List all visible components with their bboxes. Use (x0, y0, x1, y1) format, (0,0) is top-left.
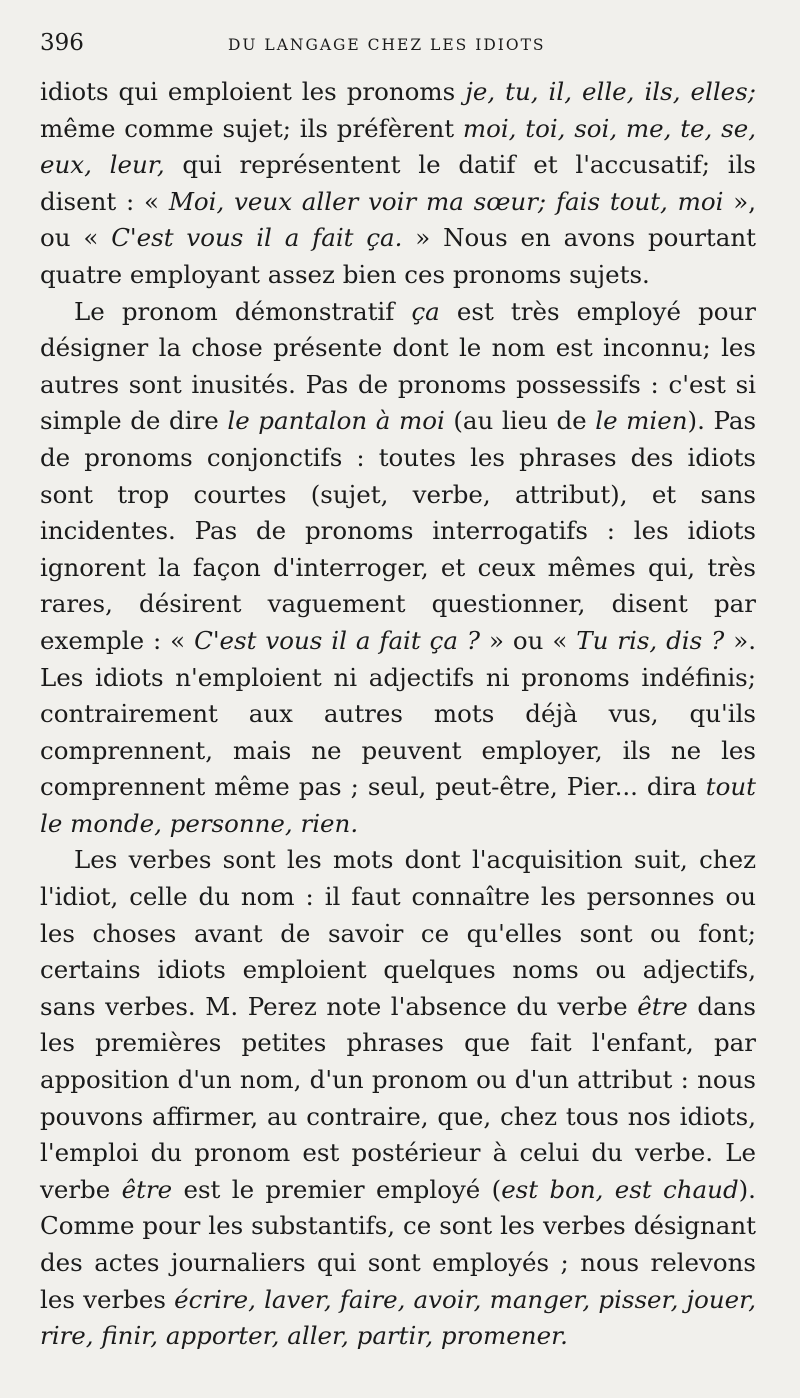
italic-run: C'est vous il a fait ça ? (194, 625, 481, 655)
text-run: Les verbes sont les mots dont l'acquisition suit, chez l'idiot, celle du nom : il faut connaître les personnes ou les choses avant de savoir ce qu'elles sont ou font; certains idiots emploient quelques noms ou adjectifs, sans verbes. M. Perez note l'absence du verbe (40, 845, 756, 1021)
italic-run: écrire, laver, faire, avoir, manger, pisser, jouer, rire, finir, apporter, aller, partir, promener. (40, 1284, 756, 1351)
text-run: (au lieu de (444, 406, 596, 436)
italic-run: le pantalon à moi (227, 406, 445, 436)
text-run: est le premier employé ( (172, 1174, 502, 1204)
text-run: est très employé pour désigner la chose présente dont le nom est inconnu; les autres sont inusités. Pas de pronoms possessifs : c'est si simple de dire (40, 296, 757, 436)
page-number: 396 (40, 30, 84, 56)
text-run: idiots qui emploient les pronoms (40, 77, 466, 106)
running-head (40, 30, 756, 74)
italic-run: moi, toi, soi, me, te, se, eux, leur, (40, 113, 756, 180)
text-run: qui représentent le datif et l'accusatif; ils disent : « (40, 150, 756, 216)
paragraph (40, 294, 756, 843)
italic-run: ça (411, 296, 440, 326)
text-run: ». Les idiots n'emploient ni adjectifs ni pronoms indéfinis; contrairement aux autres mots déjà vus, qu'ils comprennent, mais ne peuvent employer, ils ne les comprennent même pas ; seul, peut-être, Pier... dira (40, 625, 756, 802)
text-run: » ou « (480, 625, 577, 655)
text-run: » Nous en avons pourtant quatre employant assez bien ces pronoms sujets. (40, 223, 756, 289)
text-run: ). Pas de pronoms conjonctifs : toutes les phrases des idiots sont trop courtes (sujet, verbe, attribut), et sans incidentes. Pas de pronoms interrogatifs : les idiots ignorent la façon d'interroger, et ceux mêmes qui, très rares, désirent vaguement questionner, disent par exemple : « (40, 406, 757, 655)
italic-run: est bon, est chaud (501, 1174, 739, 1204)
text-run: ). Comme pour les substantifs, ce sont les verbes désignant des actes journaliers qui sont employés ; nous relevons les verbes (40, 1174, 756, 1314)
italic-run: Moi, veux aller voir ma sœur; fais tout, moi (168, 186, 724, 216)
italic-run: tout le monde, personne, rien. (40, 772, 756, 838)
italic-run: être (637, 991, 688, 1021)
paragraph (40, 74, 756, 294)
italic-run: Tu ris, dis ? (576, 625, 725, 655)
body-text (40, 74, 756, 1355)
text-run: Le pronom démonstratif (74, 296, 412, 326)
italic-run: le mien (595, 406, 688, 436)
running-title: DU LANGAGE CHEZ LES IDIOTS (228, 36, 546, 54)
italic-run: je, tu, il, elle, ils, elles; (465, 77, 757, 106)
italic-run: être (121, 1174, 173, 1204)
text-run: même comme sujet; ils préfèrent (40, 113, 463, 143)
text-run: », ou « (40, 186, 757, 253)
paragraph (40, 842, 756, 1354)
italic-run: C'est vous il a fait ça. (111, 223, 403, 253)
text-run: dans les premières petites phrases que fait l'enfant, par apposition d'un nom, d'un pronom ou d'un attribut : nous pouvons affirmer, au contraire, que, chez tous nos idiots, l'emploi du pronom est postérieur à celui du verbe. Le verbe (40, 991, 756, 1204)
